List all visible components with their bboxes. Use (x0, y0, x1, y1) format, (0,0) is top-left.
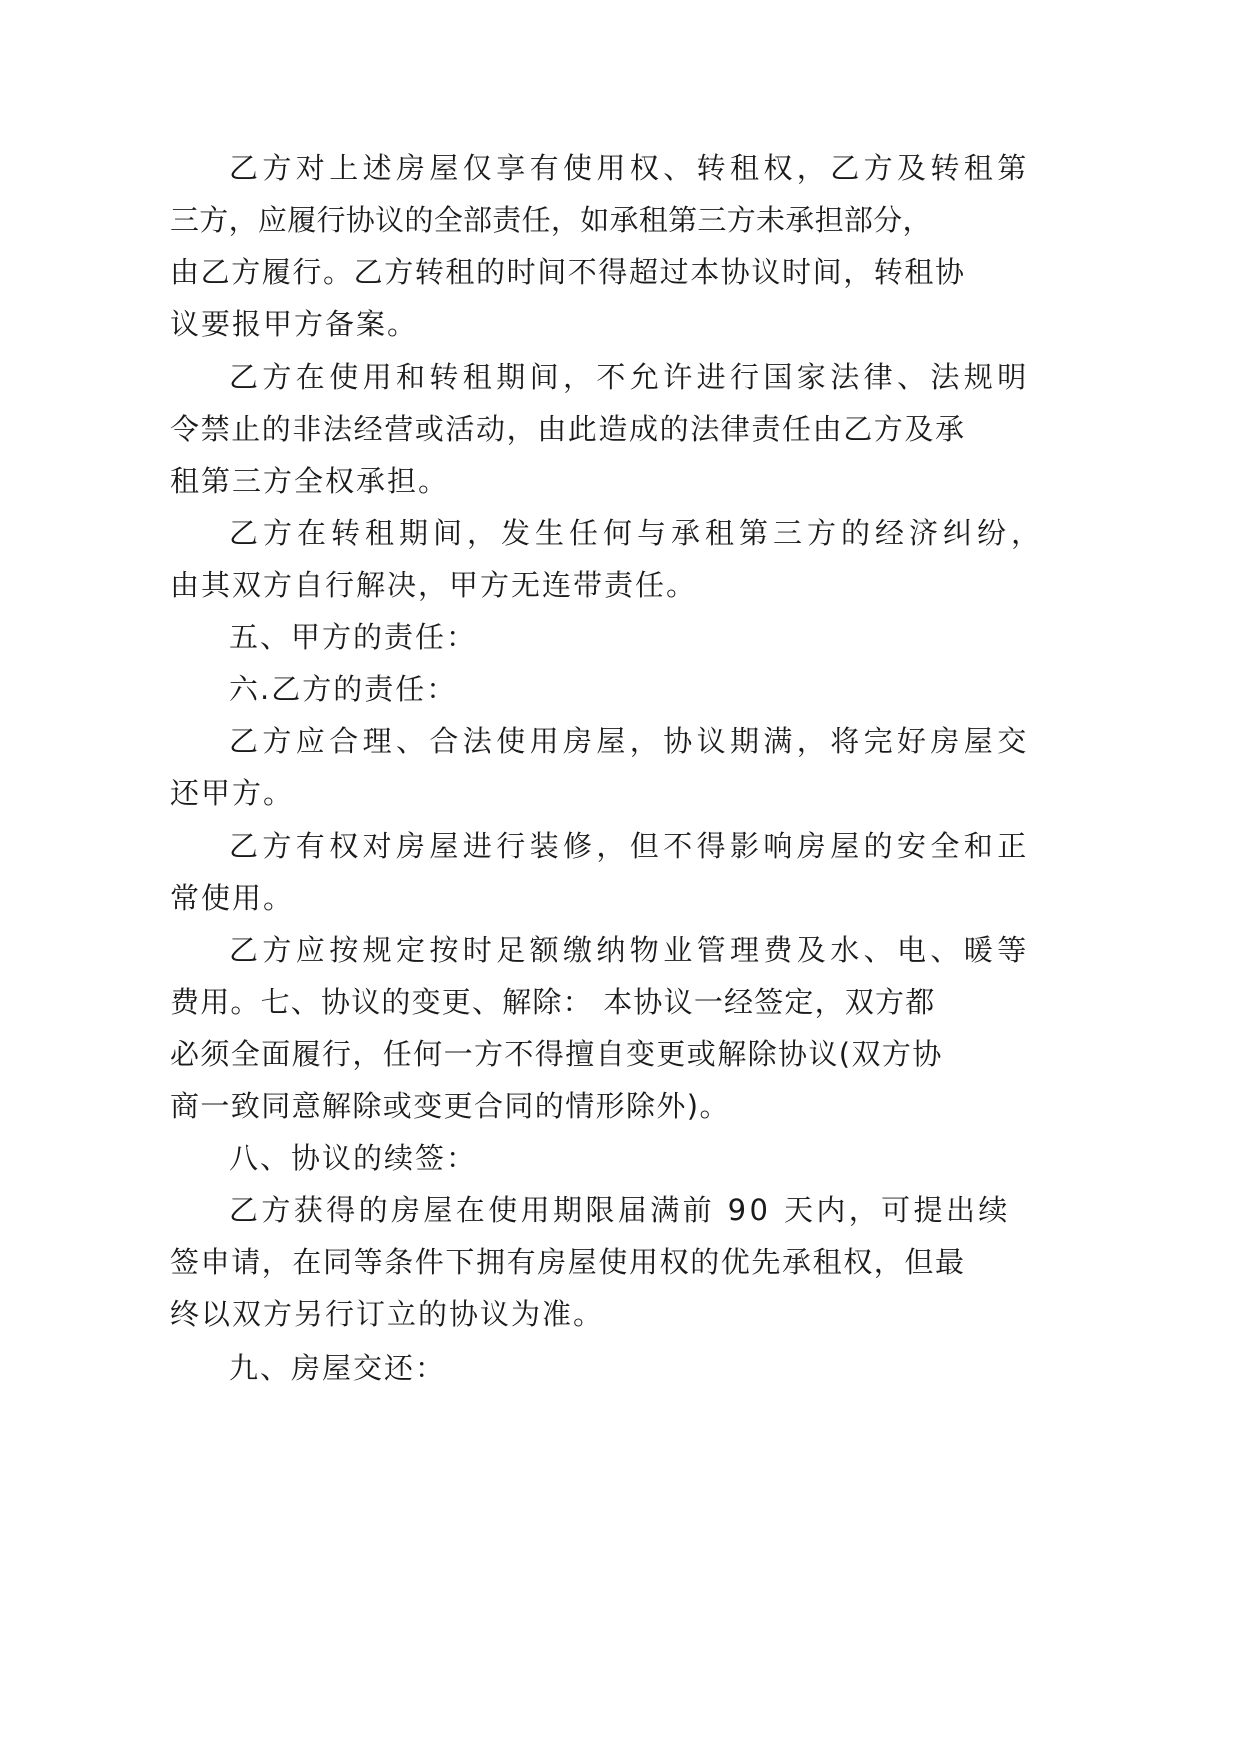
text-line: 乙方在转租期间，发生任何与承租第三方的经济纠纷， (229, 516, 1046, 550)
text-line: 由乙方履行。乙方转租的时间不得超过本协议时间，转租协 (170, 255, 966, 289)
section-heading: 九、房屋交还： (229, 1351, 447, 1385)
section-heading: 六.乙方的责任： (229, 672, 458, 706)
text-line: 乙方应按规定按时足额缴纳物业管理费及水、电、暖等 (229, 933, 1031, 967)
text-line: 费用。七、协议的变更、解除： 本协议一经签定，双方都 (170, 985, 936, 1019)
section-heading: 八、协议的续签： (229, 1141, 478, 1175)
text-line: 常使用。 (170, 881, 295, 915)
section-heading: 五、甲方的责任： (229, 620, 478, 654)
text-line: 商一致同意解除或变更合同的情形除外)。 (170, 1089, 730, 1123)
text-line: 乙方有权对房屋进行装修，但不得影响房屋的安全和正 (229, 829, 1031, 863)
text-line: 还甲方。 (170, 776, 295, 810)
text-line: 议要报甲方备案。 (170, 307, 419, 341)
text-line: 乙方应合理、合法使用房屋，协议期满，将完好房屋交 (229, 724, 1031, 758)
text-line: 令禁止的非法经营或活动，由此造成的法律责任由乙方及承 (170, 412, 966, 446)
text-line: 租第三方全权承担。 (170, 464, 450, 498)
text-line: 乙方在使用和转租期间，不允许进行国家法律、法规明 (229, 360, 1031, 394)
text-line: 终以双方另行订立的协议为准。 (170, 1297, 605, 1331)
text-line: 乙方获得的房屋在使用期限届满前 90 天内，可提出续 (229, 1193, 1011, 1227)
text-line: 必须全面履行，任何一方不得擅自变更或解除协议(双方协 (170, 1037, 943, 1071)
text-line: 乙方对上述房屋仅享有使用权、转租权，乙方及转租第 (229, 151, 1031, 185)
text-line: 签申请，在同等条件下拥有房屋使用权的优先承租权，但最 (170, 1245, 966, 1279)
text-line: 三方，应履行协议的全部责任，如承租第三方未承担部分， (170, 203, 932, 237)
text-line: 由其双方自行解决，甲方无连带责任。 (170, 568, 698, 602)
